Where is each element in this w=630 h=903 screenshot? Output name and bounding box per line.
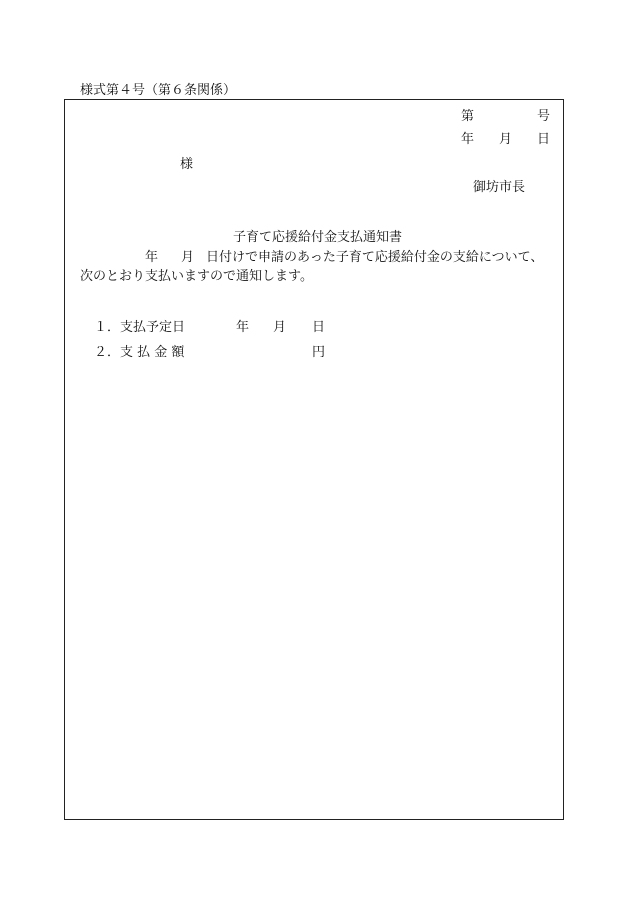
- payment-date-day: 日: [312, 320, 326, 335]
- date-year: 年: [461, 132, 475, 147]
- form-number-label: 様式第４号（第６条関係）: [80, 83, 237, 98]
- body-month: 月: [181, 250, 195, 265]
- document-title: 子育て応援給付金支払通知書: [233, 230, 403, 245]
- body-year: 年: [145, 250, 159, 265]
- date-day: 日: [537, 132, 551, 147]
- number-prefix: 第: [461, 109, 475, 124]
- payment-amount-unit: 円: [312, 345, 326, 360]
- payment-amount-label: ２．支 払 金 額: [94, 345, 185, 360]
- number-suffix: 号: [537, 109, 551, 124]
- addressee-honorific: 様: [180, 157, 194, 172]
- payment-date-year: 年: [236, 320, 250, 335]
- date-month: 月: [499, 132, 513, 147]
- body-line-1: 日付けで申請のあった子育て応援給付金の支給について、: [206, 250, 544, 265]
- payment-date-month: 月: [273, 320, 287, 335]
- payment-date-label: １．支払予定日: [94, 320, 186, 335]
- body-line-2: 次のとおり支払いますので通知します。: [80, 269, 313, 284]
- sender-name: 御坊市長: [473, 180, 526, 195]
- document-frame: [64, 99, 564, 820]
